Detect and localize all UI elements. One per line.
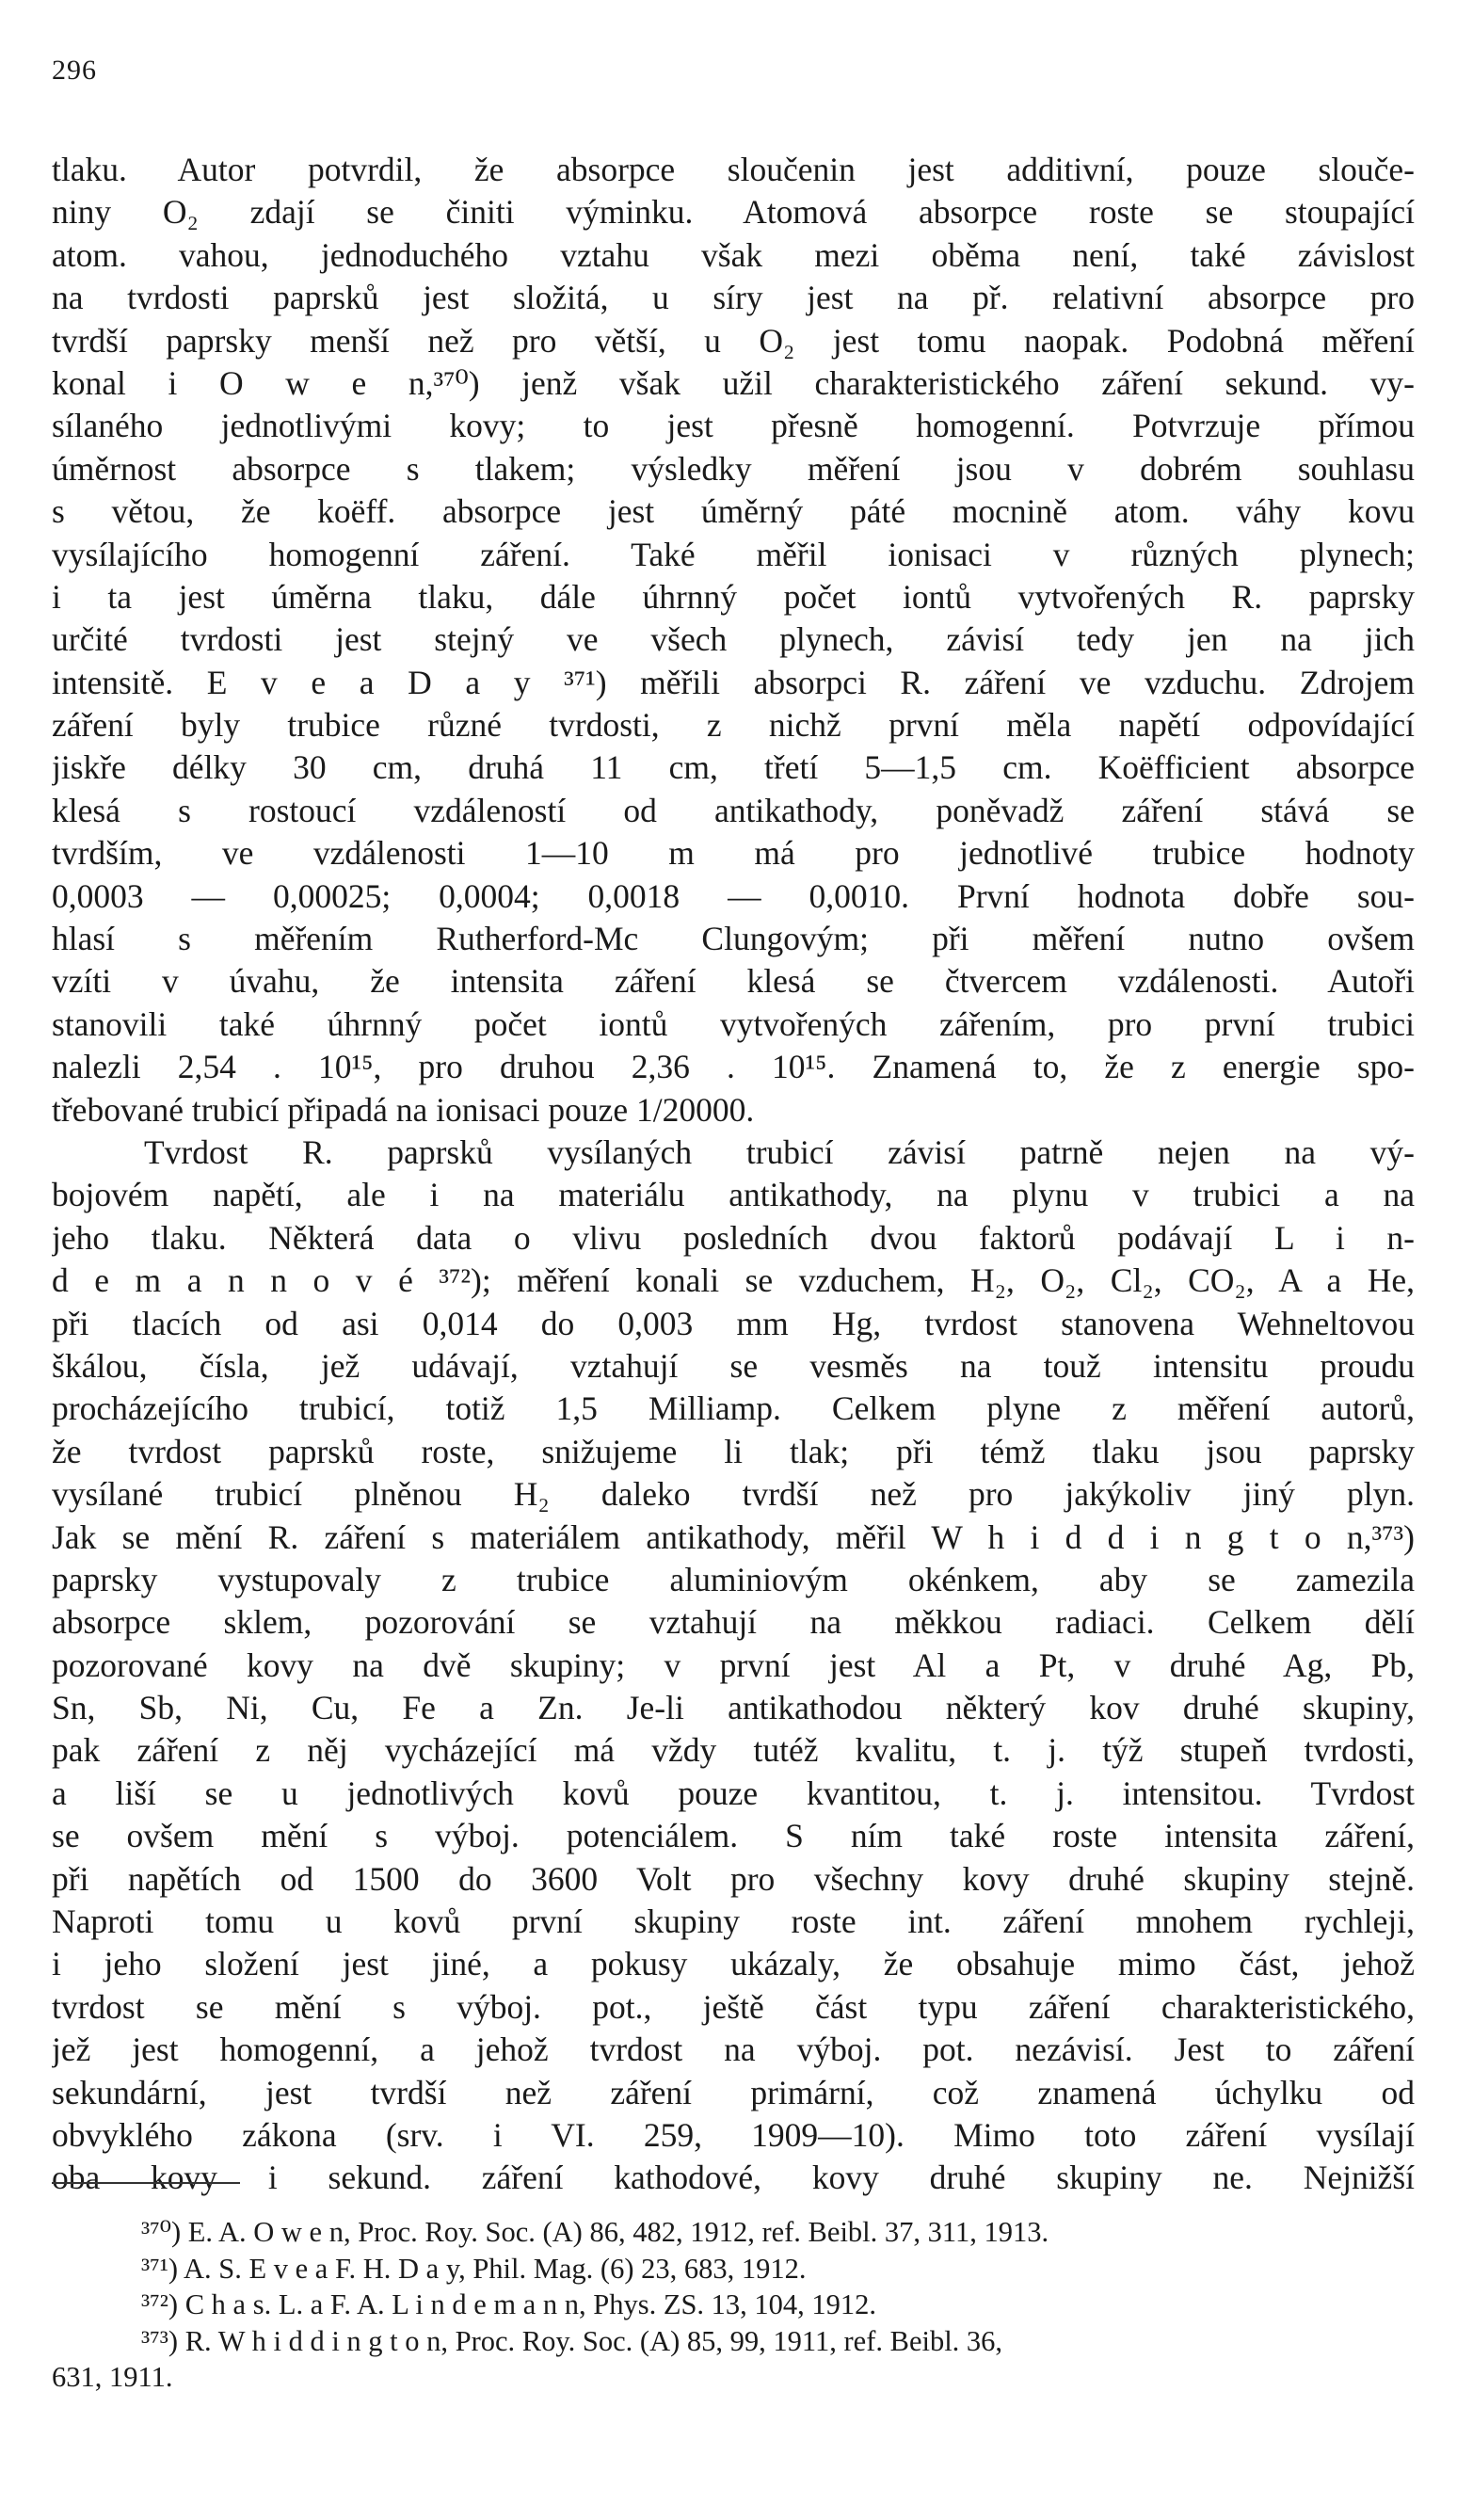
text-line: se ovšem mění s výboj. potenciálem. S ním také roste intensita záření, — [52, 1817, 1415, 1855]
text-line: jež jest homogenní, a jehož tvrdost na výboj. pot. nezávisí. Jest to záření — [52, 2030, 1415, 2069]
footnote-divider — [52, 2182, 240, 2184]
text-line: konal i O w e n,³⁷⁰) jenž však užil charakteristického záření sekund. vy- — [52, 363, 1415, 402]
text-line: d e m a n n o v é ³⁷²); měření konali se vzduchem, H₂, O₂, Cl₂, CO₂, A a He, — [52, 1261, 1415, 1300]
text-line: intensitě. E v e a D a y ³⁷¹) měřili absorpci R. záření ve vzduchu. Zdrojem — [52, 663, 1415, 701]
text-line: vzíti v úvahu, že intensita záření klesá se čtvercem vzdálenosti. Autoři — [52, 962, 1415, 1001]
text-line: 0,0003 — 0,00025; 0,0004; 0,0018 — 0,0010. První hodnota dobře sou- — [52, 876, 1415, 915]
text-line: vysílané trubicí plněnou H₂ daleko tvrdší než pro jakýkoliv jiný plyn. — [52, 1475, 1415, 1514]
text-line: stanovili také úhrnný počet iontů vytvořených zářením, pro první trubici — [52, 1004, 1415, 1043]
footnote-373-continuation: 631, 1911. — [52, 2361, 173, 2393]
paragraph-end-line: třebované trubicí připadá na ionisaci pouze 1/20000. — [52, 1090, 755, 1129]
text-line: určité tvrdosti jest stejný ve všech plynech, závisí tedy jen na jich — [52, 620, 1415, 659]
text-line: paprsky vystupovaly z trubice aluminiovým okénkem, aby se zamezila — [52, 1560, 1415, 1598]
text-line: tvrdší paprsky menší než pro větší, u O₂ jest tomu naopak. Podobná měření — [52, 321, 1415, 360]
text-line: záření byly trubice různé tvrdosti, z nichž první měla napětí odpovídající — [52, 706, 1415, 745]
text-line: a liší se u jednotlivých kovů pouze kvantitou, t. j. intensitou. Tvrdost — [52, 1774, 1415, 1812]
text-line: s větou, že koëff. absorpce jest úměrný páté mocnině atom. váhy kovu — [52, 492, 1415, 531]
text-line: pak záření z něj vycházející má vždy tutéž kvalitu, t. j. týž stupeň tvrdosti, — [52, 1731, 1415, 1770]
text-line: na tvrdosti paprsků jest složitá, u síry jest na př. relativní absorpce pro — [52, 279, 1415, 317]
text-line: bojovém napětí, ale i na materiálu antikathody, na plynu v trubici a na — [52, 1176, 1415, 1214]
text-line: i ta jest úměrna tlaku, dále úhrnný počet iontů vytvořených R. paprsky — [52, 577, 1415, 616]
text-line: absorpce sklem, pozorování se vztahují na měkkou radiaci. Celkem dělí — [52, 1603, 1415, 1642]
text-line: při tlacích od asi 0,014 do 0,003 mm Hg, tvrdost stanovena Wehneltovou — [52, 1304, 1415, 1342]
text-line: tlaku. Autor potvrdil, že absorpce sloučenin jest additivní, pouze slouče- — [52, 151, 1415, 188]
text-line: hlasí s měřením Rutherford-Mc Clungovým; při měření nutno ovšem — [52, 920, 1415, 958]
footnote-370: ³⁷⁰) E. A. O w e n, Proc. Roy. Soc. (A) 86, 482, 1912, ref. Beibl. 37, 311, 1913. — [141, 2216, 1049, 2248]
text-line: pozorované kovy na dvě skupiny; v první jest Al a Pt, v druhé Ag, Pb, — [52, 1645, 1415, 1684]
text-line: tvrdším, ve vzdálenosti 1—10 m má pro jednotlivé trubice hodnoty — [52, 834, 1415, 873]
text-line: škálou, čísla, jež udávají, vztahují se vesměs na touž intensitu proudu — [52, 1346, 1415, 1385]
text-line: niny O₂ zdají se činiti výminku. Atomová absorpce roste se stoupající — [52, 193, 1415, 232]
text-line: vysílajícího homogenní záření. Také měřil ionisaci v různých plynech; — [52, 535, 1415, 573]
text-line: atom. vahou, jednoduchého vztahu však mezi oběma není, také závislost — [52, 235, 1415, 274]
footnote-371: ³⁷¹) A. S. E v e a F. H. D a y, Phil. Mag. (6) 23, 683, 1912. — [141, 2252, 807, 2285]
page-number: 296 — [52, 55, 97, 86]
paragraph-start-line: Tvrdost R. paprsků vysílaných trubicí závisí patrně nejen na vý- — [144, 1132, 1415, 1171]
footnote-373: ³⁷³) R. W h i d d i n g t o n, Proc. Roy. Soc. (A) 85, 99, 1911, ref. Beibl. 36, — [141, 2324, 1003, 2357]
text-line: jeho tlaku. Některá data o vlivu posledních dvou faktorů podávají L i n- — [52, 1218, 1415, 1257]
text-line: Naproti tomu u kovů první skupiny roste int. záření mnohem rychleji, — [52, 1902, 1415, 1941]
text-line: i jeho složení jest jiné, a pokusy ukázaly, že obsahuje mimo část, jehož — [52, 1945, 1415, 1983]
text-line: Jak se mění R. záření s materiálem antikathody, měřil W h i d d i n g t o n,³⁷³) — [52, 1517, 1415, 1556]
text-line: klesá s rostoucí vzdáleností od antikathody, poněvadž záření stává se — [52, 791, 1415, 829]
text-line: sekundární, jest tvrdší než záření primární, což znamená úchylku od — [52, 2073, 1415, 2111]
text-line: obvyklého zákona (srv. i VI. 259, 1909—10). Mimo toto záření vysílají — [52, 2115, 1415, 2154]
text-line: jiskře délky 30 cm, druhá 11 cm, třetí 5—1,5 cm. Koëfficient absorpce — [52, 748, 1415, 787]
text-line: že tvrdost paprsků roste, snižujeme li tlak; při témž tlaku jsou paprsky — [52, 1432, 1415, 1470]
text-line: procházejícího trubicí, totiž 1,5 Milliamp. Celkem plyne z měření autorů, — [52, 1389, 1415, 1428]
text-line: nalezli 2,54 . 10¹⁵, pro druhou 2,36 . 10¹⁵. Znamená to, že z energie spo- — [52, 1048, 1415, 1086]
text-line: při napětích od 1500 do 3600 Volt pro všechny kovy druhé skupiny stejně. — [52, 1859, 1415, 1898]
text-line: úměrnost absorpce s tlakem; výsledky měření jsou v dobrém souhlasu — [52, 449, 1415, 488]
text-line: Sn, Sb, Ni, Cu, Fe a Zn. Je-li antikathodou některý kov druhé skupiny, — [52, 1689, 1415, 1727]
text-line: tvrdost se mění s výboj. pot., ještě část typu záření charakteristického, — [52, 1987, 1415, 2026]
footnotes — [52, 2214, 1415, 2396]
text-line: oba kovy i sekund. záření kathodové, kovy druhé skupiny ne. Nejnižší — [52, 2159, 1415, 2197]
body-text — [52, 149, 1415, 2200]
text-line: sílaného jednotlivými kovy; to jest přesně homogenní. Potvrzuje přímou — [52, 407, 1415, 445]
footnote-372: ³⁷²) C h a s. L. a F. A. L i n d e m a n n, Phys. ZS. 13, 104, 1912. — [141, 2288, 877, 2320]
